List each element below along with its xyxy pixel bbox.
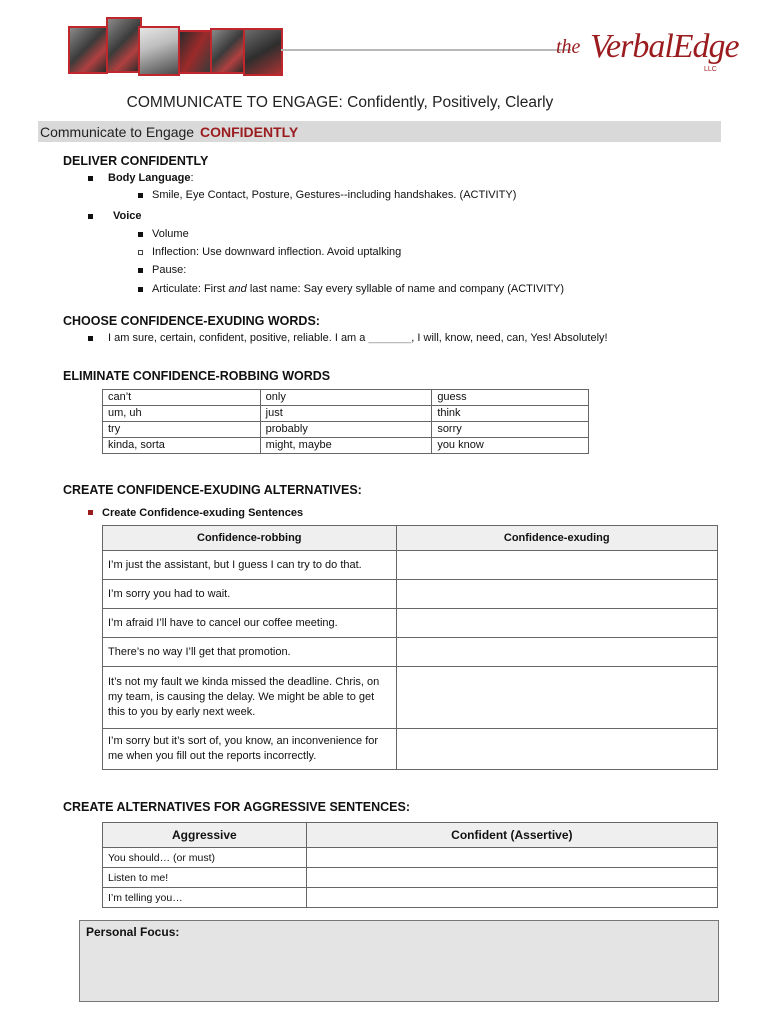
header-photo-1	[68, 26, 108, 74]
body-language-item: Smile, Eye Contact, Posture, Gestures--including handshakes. (ACTIVITY)	[152, 189, 517, 201]
table-row	[103, 729, 718, 770]
voice-inflection: Inflection: Use downward inflection. Avoid uptalking	[152, 246, 402, 258]
choose-heading: CHOOSE CONFIDENCE-EXUDING WORDS:	[63, 314, 320, 328]
table-row	[103, 422, 589, 438]
table-cell: only	[260, 390, 432, 406]
table-cell: try	[103, 422, 261, 438]
alternatives-sub: Create Confidence-exuding Sentences	[102, 507, 304, 519]
articulate-part-a: Articulate: First	[152, 283, 229, 295]
header-divider	[281, 49, 571, 51]
voice-pause: Pause:	[152, 264, 187, 276]
articulate-part-b: last name: Say every syllable of name and company (ACTIVITY)	[246, 283, 565, 295]
eliminate-heading: ELIMINATE CONFIDENCE-ROBBING WORDS	[63, 369, 331, 383]
band-emphasis: CONFIDENTLY	[200, 124, 299, 140]
table-cell: um, uh	[103, 406, 261, 422]
table-row	[103, 868, 718, 888]
voice-articulate	[152, 283, 564, 295]
choose-text-a: I am sure, certain, confident, positive, reliable. I am a	[108, 332, 369, 344]
table-header-row	[103, 823, 718, 848]
table-row	[103, 438, 589, 454]
bullet-hollow-icon	[138, 250, 143, 255]
bullet-square-icon	[138, 268, 143, 273]
articulate-and: and	[228, 283, 247, 295]
aggressive-sentence: I’m telling you…	[103, 888, 307, 908]
table-cell: you know	[432, 438, 589, 454]
robbing-sentence: It’s not my fault we kinda missed the deadline. Chris, on my team, is causing the delay. We might be able to get this to you by early next week.	[103, 667, 397, 729]
choose-text	[108, 332, 608, 344]
aggressive-sentence: You should… (or must)	[103, 848, 307, 868]
header-photo-4	[178, 30, 212, 74]
header-photo-5	[210, 28, 246, 74]
body-language-label: Body Language	[108, 172, 191, 184]
aggressive-sentence: Listen to me!	[103, 868, 307, 888]
bullet-square-icon	[88, 176, 93, 181]
table-row	[103, 551, 718, 580]
bullet-square-icon	[138, 287, 143, 292]
aggressive-table	[102, 822, 718, 908]
header-photo-6	[243, 28, 283, 76]
col-header-exuding: Confidence-exuding	[396, 526, 717, 551]
col-header-robbing: Confidence-robbing	[103, 526, 397, 551]
exuding-answer-cell[interactable]	[396, 580, 717, 609]
assertive-answer-cell[interactable]	[306, 868, 717, 888]
voice-label: Voice	[113, 210, 142, 222]
page-title: COMMUNICATE TO ENGAGE: Confidently, Positively, Clearly	[126, 94, 554, 111]
robbing-sentence: There’s no way I’ll get that promotion.	[103, 638, 397, 667]
table-row	[103, 580, 718, 609]
aggressive-heading: CREATE ALTERNATIVES FOR AGGRESSIVE SENTENCES:	[63, 800, 411, 814]
bullet-square-icon	[88, 510, 93, 515]
band-prefix: Communicate to Engage	[40, 124, 195, 140]
table-row	[103, 638, 718, 667]
logo-name: VerbalEdge	[590, 28, 739, 65]
assertive-answer-cell[interactable]	[306, 848, 717, 868]
section-band	[38, 121, 721, 142]
exuding-answer-cell[interactable]	[396, 609, 717, 638]
col-header-aggressive: Aggressive	[103, 823, 307, 848]
bullet-square-icon	[88, 214, 93, 219]
table-cell: sorry	[432, 422, 589, 438]
robbing-words-table	[102, 389, 589, 454]
verbal-edge-logo	[556, 28, 739, 78]
table-cell: can’t	[103, 390, 261, 406]
table-row	[103, 848, 718, 868]
bullet-square-icon	[88, 336, 93, 341]
personal-focus-label: Personal Focus:	[86, 925, 180, 939]
table-cell: guess	[432, 390, 589, 406]
table-row	[103, 667, 718, 729]
bullet-square-icon	[138, 193, 143, 198]
exuding-answer-cell[interactable]	[396, 551, 717, 580]
table-row	[103, 406, 589, 422]
alternatives-heading: CREATE CONFIDENCE-EXUDING ALTERNATIVES:	[63, 483, 362, 497]
assertive-answer-cell[interactable]	[306, 888, 717, 908]
robbing-sentence: I’m afraid I’ll have to cancel our coffee meeting.	[103, 609, 397, 638]
robbing-sentence: I’m sorry but it’s sort of, you know, an inconvenience for me when you fill out the reports incorrectly.	[103, 729, 397, 770]
logo-the: the	[556, 36, 581, 58]
header-photo-3	[138, 26, 180, 76]
table-cell: just	[260, 406, 432, 422]
table-row	[103, 390, 589, 406]
body-language-line	[108, 172, 194, 184]
table-cell: think	[432, 406, 589, 422]
deliver-heading: DELIVER CONFIDENTLY	[63, 154, 209, 168]
bullet-square-icon	[138, 232, 143, 237]
col-header-assertive: Confident (Assertive)	[306, 823, 717, 848]
personal-focus-box[interactable]	[79, 920, 719, 1002]
robbing-sentence: I’m just the assistant, but I guess I can try to do that.	[103, 551, 397, 580]
table-cell: probably	[260, 422, 432, 438]
exuding-answer-cell[interactable]	[396, 667, 717, 729]
exuding-answer-cell[interactable]	[396, 638, 717, 667]
logo-llc: LLC	[704, 66, 717, 73]
table-cell: might, maybe	[260, 438, 432, 454]
table-row	[103, 609, 718, 638]
header-photo-2	[106, 17, 142, 73]
exuding-answer-cell[interactable]	[396, 729, 717, 770]
choose-text-b: , I will, know, need, can, Yes! Absolutely!	[411, 332, 608, 344]
body-language-colon: :	[190, 172, 194, 184]
robbing-sentence: I’m sorry you had to wait.	[103, 580, 397, 609]
choose-blank: _______	[368, 332, 412, 344]
alternatives-table	[102, 525, 718, 770]
table-row	[103, 888, 718, 908]
voice-volume: Volume	[152, 228, 189, 240]
table-header-row	[103, 526, 718, 551]
table-cell: kinda, sorta	[103, 438, 261, 454]
